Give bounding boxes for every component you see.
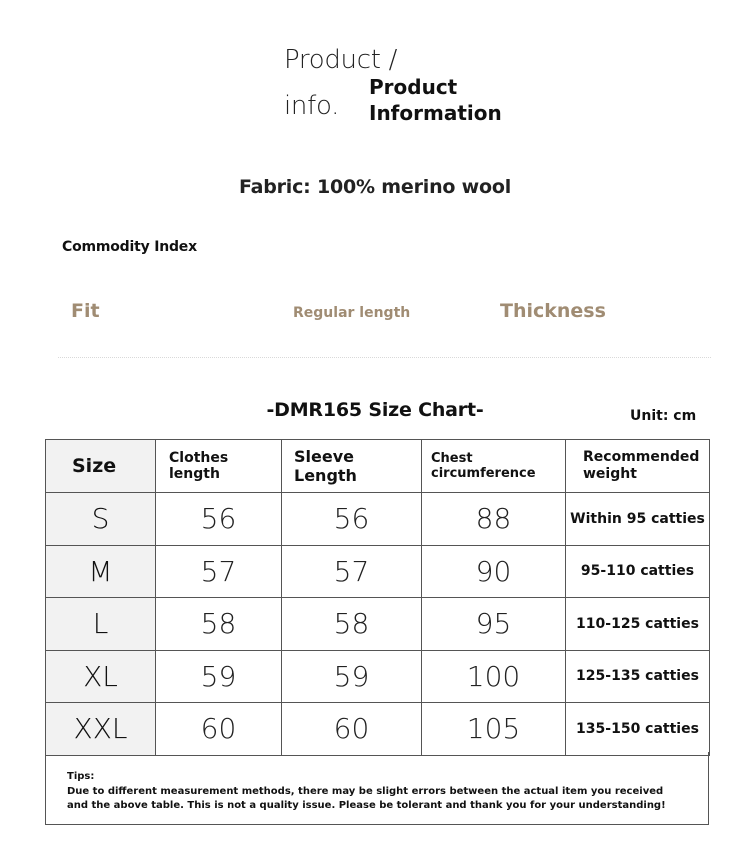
clothes-length-cell: 57 <box>156 545 282 598</box>
header-clothes-length: Clothes length <box>156 440 282 493</box>
size-table <box>45 439 710 756</box>
size-cell: XXL <box>46 703 156 756</box>
tips-box <box>45 752 709 825</box>
header-title <box>369 74 502 126</box>
clothes-length-cell: 56 <box>156 493 282 546</box>
weight-cell: Within 95 catties <box>566 493 710 546</box>
clothes-length-cell: 60 <box>156 703 282 756</box>
header-en-line1: Product / <box>284 45 398 75</box>
tips-title: Tips: <box>67 771 95 782</box>
thickness-label: Thickness <box>500 300 606 322</box>
table-row <box>46 493 710 546</box>
sleeve-length-cell: 56 <box>282 493 422 546</box>
size-cell: S <box>46 493 156 546</box>
table-row <box>46 650 710 703</box>
length-label: Regular length <box>293 305 411 321</box>
weight-cell: 110-125 catties <box>566 598 710 651</box>
table-row <box>46 545 710 598</box>
section-divider <box>58 357 711 358</box>
header-sleeve-length: Sleeve Length <box>282 440 422 493</box>
table-row <box>46 703 710 756</box>
unit-label: Unit: cm <box>630 408 697 424</box>
header-size: Size <box>46 440 156 493</box>
sleeve-length-cell: 59 <box>282 650 422 703</box>
header-title-line2: Information <box>369 101 502 125</box>
table-row <box>46 598 710 651</box>
weight-cell: 95-110 catties <box>566 545 710 598</box>
chest-cell: 95 <box>422 598 566 651</box>
size-cell: M <box>46 545 156 598</box>
fabric-line: Fabric: 100% merino wool <box>238 176 512 198</box>
chest-cell: 100 <box>422 650 566 703</box>
commodity-index-title: Commodity Index <box>62 239 197 255</box>
chest-cell: 105 <box>422 703 566 756</box>
table-header-row <box>46 440 710 493</box>
weight-cell: 135-150 catties <box>566 703 710 756</box>
product-info-header <box>284 44 544 134</box>
size-chart-title: -DMR165 Size Chart- <box>266 399 484 421</box>
clothes-length-cell: 58 <box>156 598 282 651</box>
sleeve-length-cell: 60 <box>282 703 422 756</box>
weight-cell: 125-135 catties <box>566 650 710 703</box>
tips-text: Due to different measurement methods, there may be slight errors between the actual item you received and the above table. This is not a quality issue. Please be tolerant and thank you for your understanding! <box>67 786 666 811</box>
chest-cell: 88 <box>422 493 566 546</box>
sleeve-length-cell: 57 <box>282 545 422 598</box>
header-weight: Recommended weight <box>566 440 710 493</box>
clothes-length-cell: 59 <box>156 650 282 703</box>
chest-cell: 90 <box>422 545 566 598</box>
header-chest: Chest circumference <box>422 440 566 493</box>
header-title-line1: Product <box>369 75 458 99</box>
size-cell: XL <box>46 650 156 703</box>
sleeve-length-cell: 58 <box>282 598 422 651</box>
header-en-line2: info. <box>284 91 340 121</box>
fit-label: Fit <box>71 300 100 322</box>
size-cell: L <box>46 598 156 651</box>
